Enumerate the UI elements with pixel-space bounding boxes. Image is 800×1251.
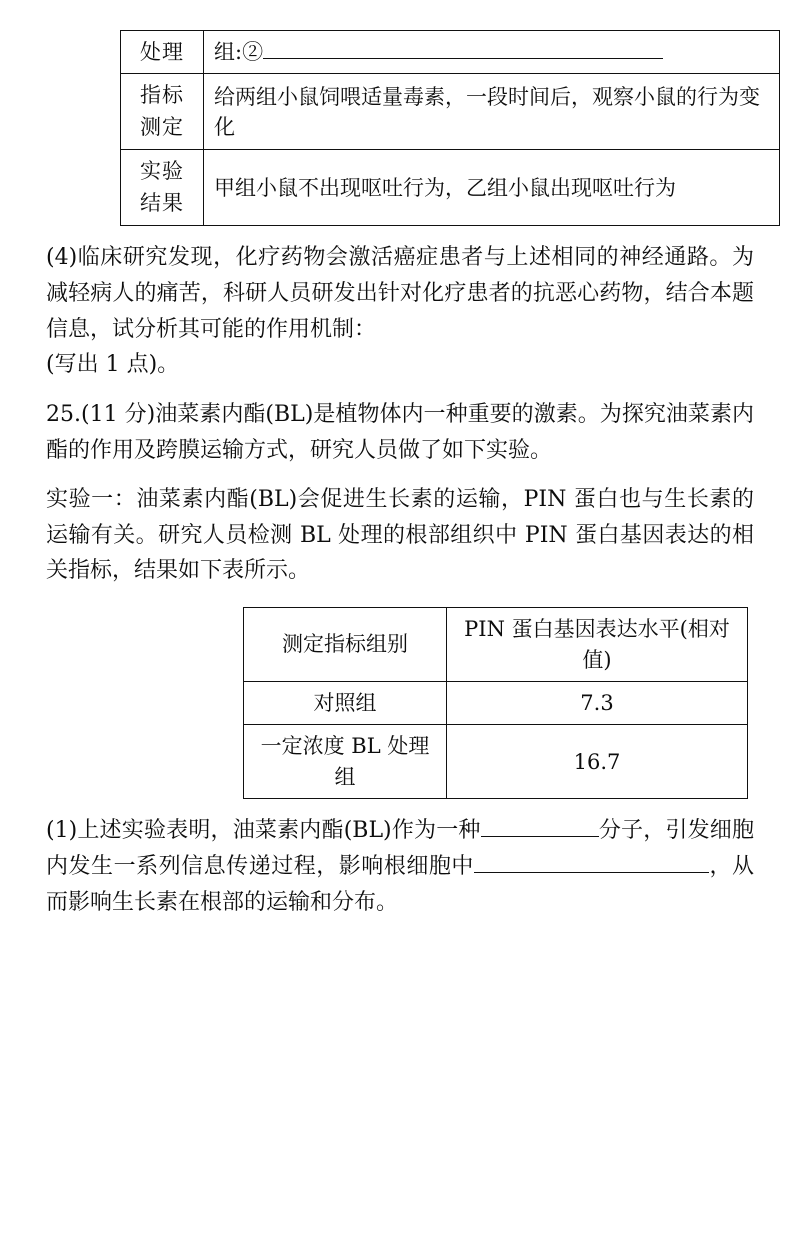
table-row bbox=[244, 681, 748, 724]
group-control: 对照组 bbox=[244, 681, 447, 724]
row-label-measure-line1: 指标 bbox=[140, 83, 184, 108]
row-label-result bbox=[121, 150, 204, 226]
row-label-result-line2: 结果 bbox=[140, 190, 184, 215]
table-row bbox=[244, 725, 748, 799]
value-bl-treated: 16.7 bbox=[447, 725, 748, 799]
table-row bbox=[121, 31, 780, 74]
question-25-stem: 25.(11 分)油菜素内酯(BL)是植物体内一种重要的激素。为探究油菜素内酯的作用及跨膜运输方式，研究人员做了如下实验。 bbox=[46, 401, 754, 463]
value-control: 7.3 bbox=[447, 681, 748, 724]
fill-in-blank[interactable] bbox=[263, 37, 663, 59]
row-label-result-line1: 实验 bbox=[140, 159, 184, 184]
question-4-tail: (写出 1 点)。 bbox=[46, 352, 180, 378]
q25-1-part-d: ，从而影响生长素在根部的运输和分布。 bbox=[46, 853, 754, 915]
experiment-design-table bbox=[120, 30, 780, 226]
pin-expression-table bbox=[243, 607, 748, 799]
question-25-1-paragraph bbox=[46, 813, 754, 920]
table-row bbox=[121, 150, 780, 226]
question-4-text: (4)临床研究发现，化疗药物会激活癌症患者与上述相同的神经通路。为减轻病人的痛苦，科研人员研发出针对化疗患者的抗恶心药物，结合本题信息，试分析其可能的作用机制： bbox=[46, 245, 754, 342]
table-row bbox=[121, 74, 780, 150]
row-label-measure bbox=[121, 74, 204, 150]
q25-1-part-c: 中 bbox=[451, 853, 474, 879]
row-content-result: 甲组小鼠不出现呕吐行为，乙组小鼠出现呕吐行为 bbox=[204, 150, 780, 226]
row-label-treatment: 处理 bbox=[121, 31, 204, 74]
row-label-measure-line2: 测定 bbox=[140, 114, 184, 139]
group-bl-treated: 一定浓度 BL 处理组 bbox=[244, 725, 447, 799]
pin-table-wrapper bbox=[46, 607, 754, 799]
q25-1-part-b: 分子，引发细胞内发生一系列信息传递过程，影响根细胞 bbox=[46, 818, 754, 879]
experiment-1-description: 实验一：油菜素内酯(BL)会促进生长素的运输，PIN 蛋白也与生长素的运输有关。研究人员检测 BL 处理的根部组织中 PIN 蛋白基因表达的相关指标，结果如下表所示。 bbox=[46, 487, 754, 584]
header-pin-level: PIN 蛋白基因表达水平(相对值) bbox=[447, 608, 748, 682]
treatment-prefix: 组:② bbox=[214, 40, 264, 64]
experiment-design-table-wrapper bbox=[120, 30, 780, 226]
q25-1-part-a: (1)上述实验表明，油菜素内酯(BL)作为一种 bbox=[46, 818, 481, 844]
row-content-measure: 给两组小鼠饲喂适量毒素，一段时间后，观察小鼠的行为变化 bbox=[204, 74, 780, 150]
table-header-row bbox=[244, 608, 748, 682]
fill-in-blank[interactable] bbox=[474, 850, 709, 873]
question-4-paragraph bbox=[46, 240, 754, 383]
header-group: 测定指标组别 bbox=[244, 608, 447, 682]
fill-in-blank[interactable] bbox=[481, 814, 599, 837]
row-content-treatment bbox=[204, 31, 780, 74]
